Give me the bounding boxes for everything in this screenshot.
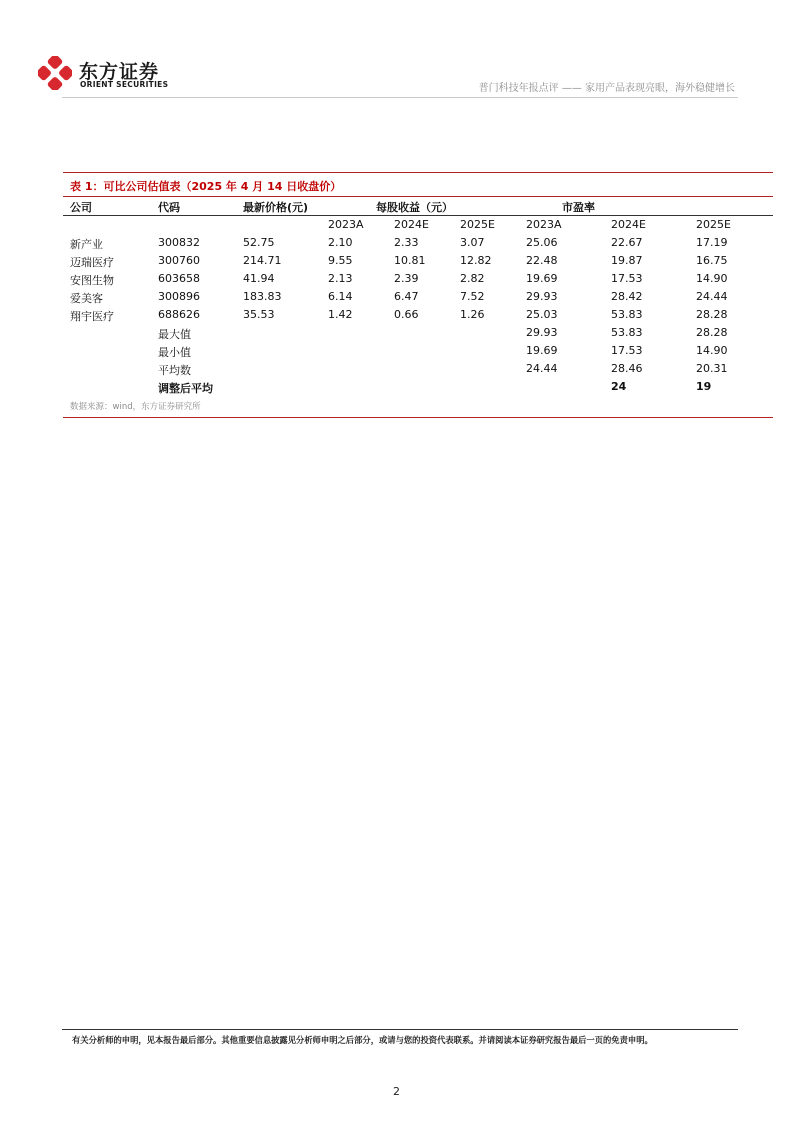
table-subheader-rule	[63, 215, 773, 216]
summary-min-label: 最小值	[158, 346, 191, 359]
row-eps-2025e: 1.26	[460, 308, 485, 321]
summary-min-pe-2025e: 14.90	[696, 344, 728, 357]
year-eps-2024e: 2024E	[394, 218, 429, 231]
summary-max-label: 最大值	[158, 328, 191, 341]
row-eps-2023a: 9.55	[328, 254, 353, 267]
row-eps-2024e: 2.39	[394, 272, 419, 285]
row-pe-2023a: 25.03	[526, 308, 558, 321]
row-company: 安图生物	[70, 274, 114, 287]
summary-avg-pe-2025e: 20.31	[696, 362, 728, 375]
header-code: 代码	[158, 201, 180, 214]
row-eps-2024e: 0.66	[394, 308, 419, 321]
row-code: 300832	[158, 236, 200, 249]
summary-avg-pe-2024e: 28.46	[611, 362, 643, 375]
row-code: 300760	[158, 254, 200, 267]
row-pe-2023a: 22.48	[526, 254, 558, 267]
data-source-note: 数据来源：wind，东方证券研究所	[70, 402, 201, 412]
disclaimer-text: 有关分析师的申明，见本报告最后部分。其他重要信息披露见分析师申明之后部分，或请与您的投资代表联系。并请阅读本证券研究报告最后一页的免责申明。	[72, 1035, 653, 1045]
header-pe: 市盈率	[562, 201, 595, 214]
header-company: 公司	[70, 201, 92, 214]
row-pe-2023a: 29.93	[526, 290, 558, 303]
row-eps-2025e: 2.82	[460, 272, 485, 285]
summary-avg-label: 平均数	[158, 364, 191, 377]
table-top-rule	[63, 172, 773, 173]
row-pe-2024e: 17.53	[611, 272, 643, 285]
year-eps-2023a: 2023A	[328, 218, 364, 231]
summary-max-pe-2025e: 28.28	[696, 326, 728, 339]
table-title: 表 1：可比公司估值表（2025 年 4 月 14 日收盘价）	[70, 180, 342, 193]
row-eps-2025e: 3.07	[460, 236, 485, 249]
row-eps-2023a: 2.13	[328, 272, 353, 285]
row-pe-2025e: 28.28	[696, 308, 728, 321]
row-eps-2024e: 6.47	[394, 290, 419, 303]
summary-max-pe-2024e: 53.83	[611, 326, 643, 339]
row-price: 35.53	[243, 308, 275, 321]
brand-name-en: ORIENT SECURITIES	[80, 80, 169, 89]
row-pe-2024e: 19.87	[611, 254, 643, 267]
year-eps-2025e: 2025E	[460, 218, 495, 231]
row-eps-2024e: 10.81	[394, 254, 426, 267]
adjusted-average-pe-2024e: 24	[611, 380, 627, 393]
header-price: 最新价格(元)	[243, 201, 309, 214]
row-pe-2025e: 16.75	[696, 254, 728, 267]
row-pe-2023a: 19.69	[526, 272, 558, 285]
year-pe-2024e: 2024E	[611, 218, 646, 231]
summary-min-pe-2024e: 17.53	[611, 344, 643, 357]
adjusted-average-pe-2025e: 19	[696, 380, 712, 393]
row-price: 52.75	[243, 236, 275, 249]
page-number: 2	[393, 1085, 400, 1098]
row-company: 迈瑞医疗	[70, 256, 114, 269]
row-eps-2023a: 2.10	[328, 236, 353, 249]
header-eps: 每股收益（元）	[376, 201, 453, 214]
brand-name-cn: 东方证券	[79, 61, 160, 83]
year-pe-2023a: 2023A	[526, 218, 562, 231]
header-divider	[62, 97, 738, 98]
row-eps-2025e: 12.82	[460, 254, 492, 267]
row-company: 翔宇医疗	[70, 310, 114, 323]
footer-divider	[62, 1029, 738, 1030]
row-pe-2024e: 53.83	[611, 308, 643, 321]
row-pe-2025e: 14.90	[696, 272, 728, 285]
year-pe-2025e: 2025E	[696, 218, 731, 231]
row-price: 183.83	[243, 290, 282, 303]
row-price: 214.71	[243, 254, 282, 267]
row-pe-2024e: 22.67	[611, 236, 643, 249]
row-code: 688626	[158, 308, 200, 321]
row-company: 爱美客	[70, 292, 103, 305]
summary-avg-pe-2023a: 24.44	[526, 362, 558, 375]
table-header-rule	[63, 196, 773, 197]
adjusted-average-label: 调整后平均	[158, 382, 213, 395]
row-pe-2025e: 24.44	[696, 290, 728, 303]
row-eps-2024e: 2.33	[394, 236, 419, 249]
row-code: 603658	[158, 272, 200, 285]
table-bottom-rule	[63, 417, 773, 418]
orient-securities-logo-icon	[38, 56, 72, 90]
row-pe-2025e: 17.19	[696, 236, 728, 249]
summary-max-pe-2023a: 29.93	[526, 326, 558, 339]
row-eps-2023a: 6.14	[328, 290, 353, 303]
summary-min-pe-2023a: 19.69	[526, 344, 558, 357]
row-eps-2023a: 1.42	[328, 308, 353, 321]
row-pe-2023a: 25.06	[526, 236, 558, 249]
row-eps-2025e: 7.52	[460, 290, 485, 303]
row-price: 41.94	[243, 272, 275, 285]
row-company: 新产业	[70, 238, 103, 251]
report-title: 普门科技年报点评 —— 家用产品表现亮眼，海外稳健增长	[478, 83, 735, 94]
row-code: 300896	[158, 290, 200, 303]
row-pe-2024e: 28.42	[611, 290, 643, 303]
